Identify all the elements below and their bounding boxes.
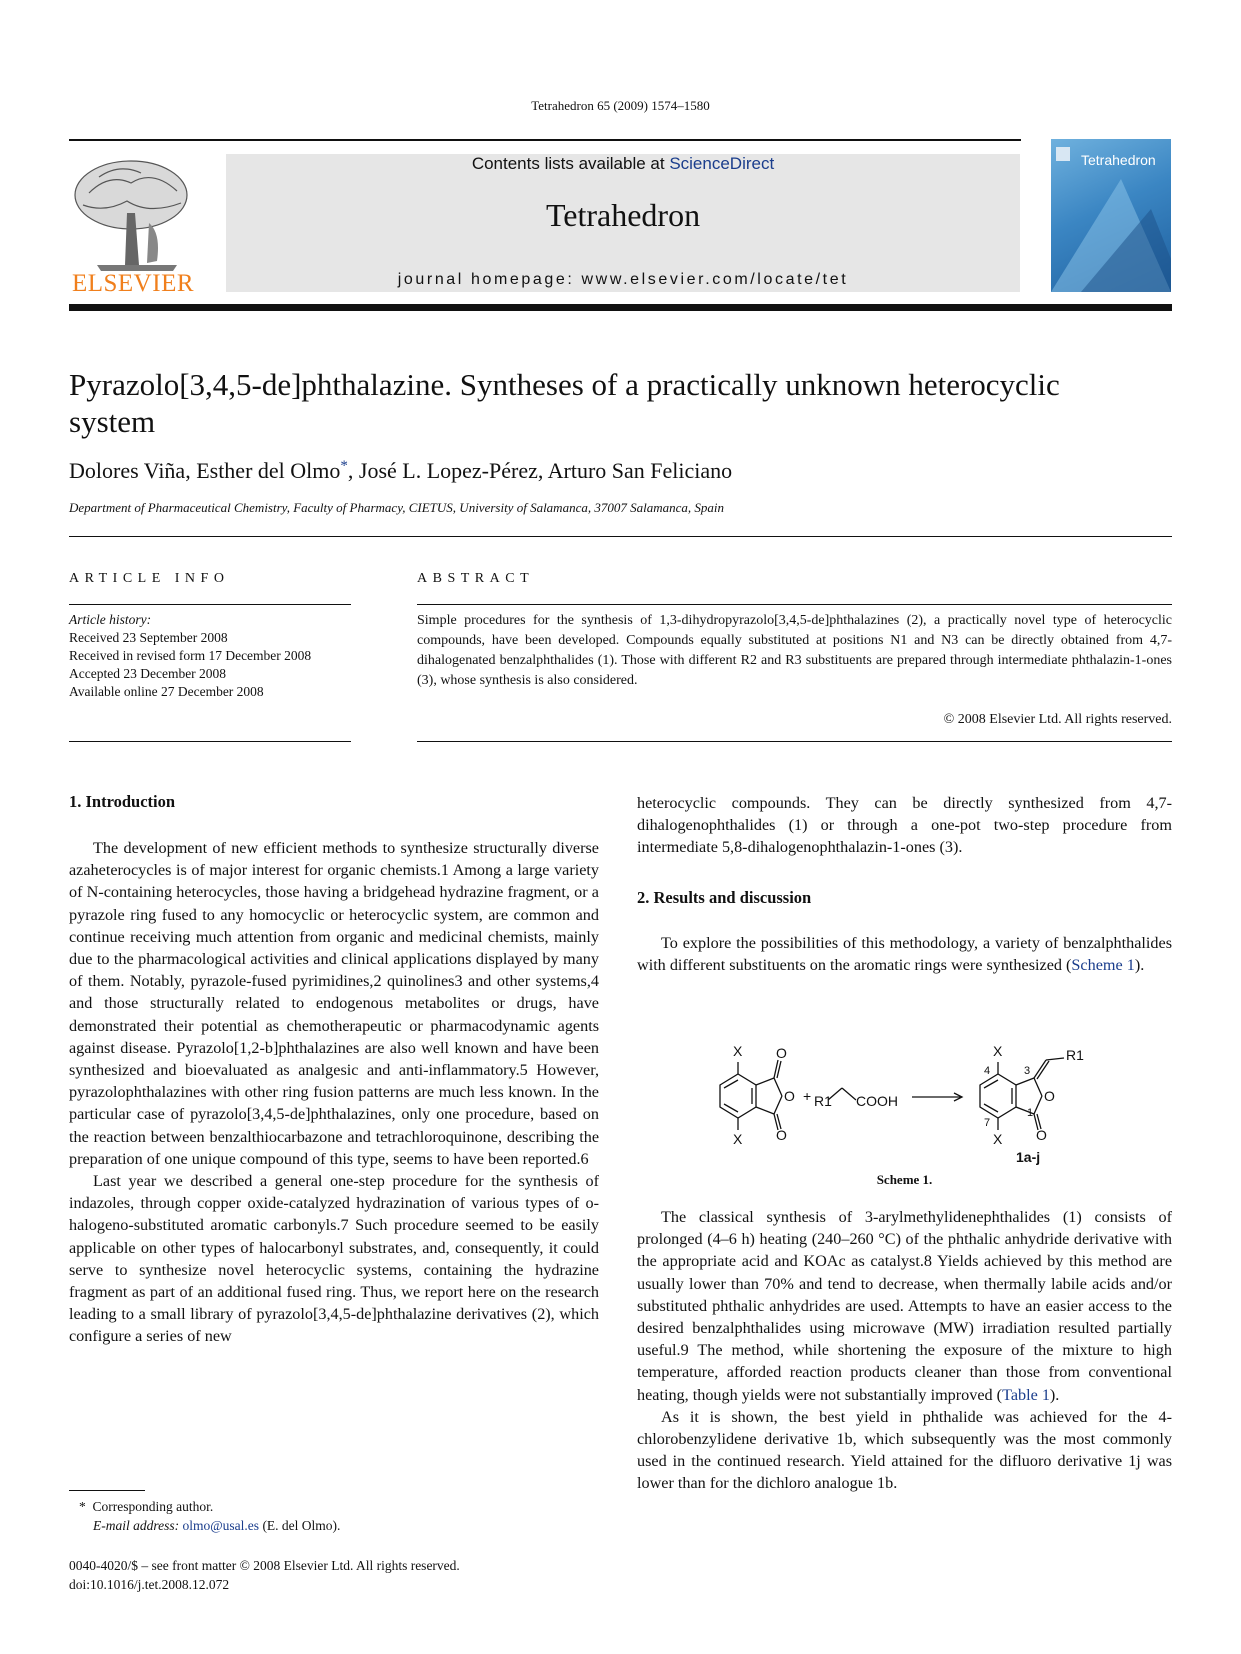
article-info-rule-top [69,604,351,605]
scheme-cooh: COOH [856,1093,898,1109]
history-received: Received 23 September 2008 [69,630,228,645]
intro-paragraph-1: The development of new efficient methods to synthesize structurally diverse azaheterocycles is of major interest for organic chemists.1 Among a large variety of N-containing heterocycles, those having a bridgehead hydrazine fragment, or a pyrazole ring fused to any homocyclic or heterocyclic system, are common and continue receiving much attention from organic and medicinal chemists, mainly due to the pharmacological activities and clinical applications displayed by many of them. Notably, pyrazole-fused pyrimidines,2 quinolines3 and other systems,4 and those structurally related to endogenous metabolites or drugs, have demonstrated their potential as chemotherapeutic or pharmacodynamic agents against disease. Pyrazolo[1,2-b]phthalazines are also well known and have been synthesized and bioevaluated as analgesic and anti-inflammatory.5 However, pyrazolophthalazines with other ring fusion patterns are much less known. In the particular case of pyrazolo[3,4,5-de]phthalazines, only one procedure, based on the reaction between benzalthiocarbazone and tetrachloroquinone, describing the preparation of one unique compound of this type, seems to have been reported.6 [69,839,599,1168]
scheme-x-bottom: X [733,1131,743,1147]
authors-first: Dolores Viña, Esther del Olmo [69,458,341,483]
results-body [637,1206,1172,1495]
scheme-x-top: X [733,1043,743,1059]
results-p2-text: The classical synthesis of 3-arylmethylidenephthalides (1) consists of prolonged (4–6 h) heating (240–260 °C) of the phthalic anhydride derivative with the appropriate acid and KOAc as catalyst.8 Yields achieved by this method are usually lower than 70% and tend to decrease, when thermally labile acids and/or substituted phthalic anhydrides are used. Attempts to have an easier access to the desired benzalphthalides using microwave (MW) irradiation resulted partially useful.9 The method, while shortening the exposure of the mixture to high temperature, afforded reaction products cleaner than those from conventional heating, though yields were not substantially improved ( [637,1208,1172,1404]
article-info-label: ARTICLE INFO [69,571,230,586]
footnote-rule [69,1490,145,1491]
affiliation-rule [69,536,1172,537]
scheme-pos-7: 7 [984,1117,991,1129]
section-2-heading: 2. Results and discussion [637,888,812,907]
elsevier-wordmark: ELSEVIER [71,270,195,297]
article-info-rule-bottom [69,741,351,742]
table-1-link[interactable]: Table 1 [1002,1385,1050,1404]
scheme-r1-reagent: R1 [814,1093,832,1109]
author-list [69,458,732,484]
intro-paragraph-2: Last year we described a general one-step procedure for the synthesis of indazoles, through copper oxide-catalyzed hydrazination of various types of o-halogeno-substituted aromatic carbonyls.7 Such procedure seemed to be easily applicable on other types of halocarbonyl substrates, and, consequently, it could serve to synthesize novel heterocyclic systems, containing the hydrazine fragment as part of an additional fused ring. Thus, we report here on the research leading to a small library of pyrazolo[3,4,5-de]phthalazine derivatives (2), which configure a series of new [69,1172,599,1346]
results-paragraph-2 [637,1206,1172,1406]
scheme-o-carbonyl-bottom: O [776,1127,787,1143]
journal-cover-thumbnail [1051,139,1171,292]
email-suffix: (E. del Olmo). [262,1518,341,1533]
paper-title: Pyrazolo[3,4,5-de]phthalazine. Syntheses of a practically unknown heterocyclic system [69,367,1060,439]
section-1-heading: 1. Introduction [69,792,176,811]
scheme-o-carbonyl-top: O [776,1045,787,1061]
journal-homepage[interactable]: journal homepage: www.elsevier.com/locate/tet [397,271,849,288]
journal-citation: Tetrahedron 65 (2009) 1574–1580 [531,98,710,113]
scheme-product-x-top: X [993,1043,1003,1059]
abstract-label: ABSTRACT [417,571,535,586]
journal-title: Tetrahedron [545,197,701,233]
scheme-pos-1: 1 [1027,1107,1034,1119]
scheme-product-r1: R1 [1066,1047,1084,1063]
header-thick-rule [69,304,1172,311]
abstract-text: Simple procedures for the synthesis of 1,3-dihydropyrazolo[3,4,5-de]phthalazines (2), a practically novel type of heterocyclic compounds, have been developed. Compounds equally substituted at positions N1 and N3 can be directly obtained from 4,7-dihalogenated benzalphthalides (1). Those with different R2 and R3 substituents are prepared through intermediate phthalazin-1-ones (3), whose synthesis is also considered. [417,613,1172,688]
results-p1-end: ). [1134,956,1145,975]
author-email-link[interactable]: olmo@usal.es [182,1518,260,1533]
footnote [69,1497,340,1535]
scheme-1-diagram [700,1030,1120,1170]
scheme-o-ring: O [784,1088,795,1104]
intro-continuation-text: heterocyclic compounds. They can be directly synthesized from 4,7-dihalogenophthalides (1) or through a one-pot two-step procedure from intermediate 5,8-dihalogenophthalazin-1-ones (3). [637,794,1172,857]
cover-title: Tetrahedron [1081,152,1156,168]
abstract-rule-top [417,604,1172,605]
issn-copyright: 0040-4020/$ – see front matter © 2008 Elsevier Ltd. All rights reserved. [69,1558,460,1573]
scheme-product-o-carbonyl: O [1036,1127,1047,1143]
scheme-1-link[interactable]: Scheme 1 [1071,956,1135,975]
header-rule [69,139,1021,141]
results-p1-text: To explore the possibilities of this methodology, a variety of benzalphthalides with different substituents on the aromatic rings were synthesized ( [637,934,1172,975]
intro-continuation [637,792,1172,859]
affiliation: Department of Pharmaceutical Chemistry, Faculty of Pharmacy, CIETUS, University of Salamanca, 37007 Salamanca, Spain [69,500,724,515]
email-label: E-mail address: [93,1518,180,1533]
scheme-caption: Scheme 1. [876,1172,933,1187]
doi[interactable]: doi:10.1016/j.tet.2008.12.072 [69,1577,230,1592]
introduction-body [69,837,599,1348]
scheme-pos-3: 3 [1024,1065,1031,1077]
abstract-copyright: © 2008 Elsevier Ltd. All rights reserved. [943,712,1172,727]
scheme-product-x-bottom: X [993,1131,1003,1147]
front-matter-info [69,1556,460,1594]
history-online: Available online 27 December 2008 [69,684,264,699]
footnote-mark: * [79,1499,86,1514]
scheme-plus: + [803,1088,812,1104]
scheme-pos-4: 4 [984,1065,991,1077]
sciencedirect-link[interactable]: ScienceDirect [669,154,775,173]
history-title: Article history: [69,612,152,627]
contents-line [226,154,1020,174]
scheme-product-o-ring: O [1044,1088,1055,1104]
journal-masthead [226,154,1020,292]
history-accepted: Accepted 23 December 2008 [69,666,227,681]
contents-prefix: Contents lists available at [471,154,670,173]
footnote-text: Corresponding author. [92,1499,214,1514]
results-paragraph-1 [637,932,1172,976]
authors-rest: , José L. Lopez-Pérez, Arturo San Feliciano [347,458,733,483]
scheme-product-label: 1a-j [1016,1149,1041,1165]
results-paragraph-3: As it is shown, the best yield in phthalide was achieved for the 4-chlorobenzylidene derivative 1b, which subsequently was the most commonly used in the continued research. Yield attained for the difluoro derivative 1j was lower than for the dichloro analogue 1b. [637,1407,1172,1493]
article-history [69,611,311,701]
corresponding-author-mark[interactable]: * [340,458,348,474]
history-revised: Received in revised form 17 December 2008 [69,648,312,663]
abstract-rule-bottom [417,741,1172,742]
results-p2-end: ). [1049,1385,1060,1404]
